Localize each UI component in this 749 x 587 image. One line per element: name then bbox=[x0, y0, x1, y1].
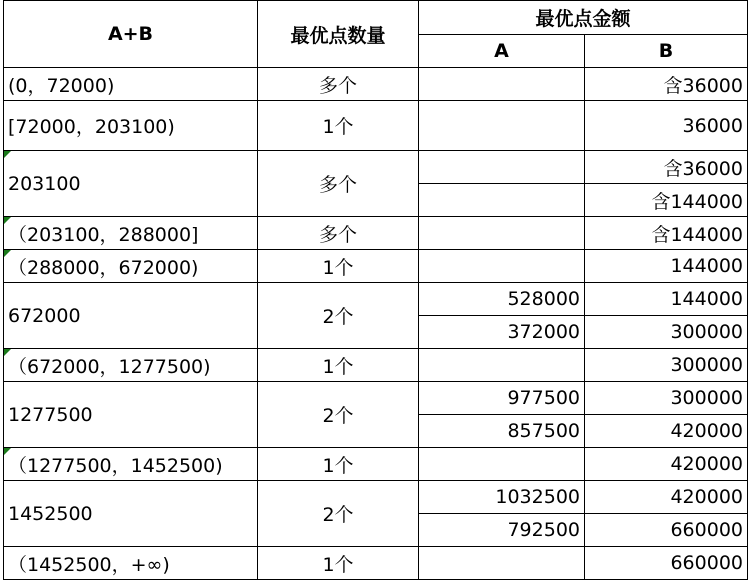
cell-range[interactable]: 1452500 bbox=[4, 481, 258, 547]
header-amount[interactable]: 最优点金额 bbox=[419, 1, 748, 35]
cell-amount-b[interactable]: 300000 bbox=[585, 316, 748, 349]
table-row bbox=[4, 382, 748, 415]
cell-amount-b[interactable]: 含36000 bbox=[585, 151, 748, 184]
table-row bbox=[4, 217, 748, 250]
cell-amount-a[interactable] bbox=[419, 349, 585, 382]
table-row bbox=[4, 101, 748, 151]
cell-count[interactable]: 1个 bbox=[258, 448, 419, 481]
table-row bbox=[4, 250, 748, 283]
cell-range[interactable]: （1452500，+∞) bbox=[4, 547, 258, 580]
cell-amount-a[interactable]: 528000 bbox=[419, 283, 585, 316]
cell-amount-b[interactable]: 300000 bbox=[585, 349, 748, 382]
cell-range[interactable]: （288000，672000) bbox=[4, 250, 258, 283]
cell-range[interactable]: [72000，203100) bbox=[4, 101, 258, 151]
cell-amount-a[interactable]: 792500 bbox=[419, 514, 585, 547]
cell-count[interactable]: 1个 bbox=[258, 349, 419, 382]
cell-range[interactable]: （672000，1277500) bbox=[4, 349, 258, 382]
cell-range[interactable]: （1277500，1452500) bbox=[4, 448, 258, 481]
cell-amount-b[interactable]: 420000 bbox=[585, 448, 748, 481]
cell-amount-b[interactable]: 36000 bbox=[585, 101, 748, 151]
cell-range[interactable]: 672000 bbox=[4, 283, 258, 349]
cell-count[interactable]: 2个 bbox=[258, 283, 419, 349]
cell-amount-b[interactable]: 含144000 bbox=[585, 217, 748, 250]
cell-amount-a[interactable] bbox=[419, 217, 585, 250]
header-count[interactable]: 最优点数量 bbox=[258, 1, 419, 68]
cell-amount-b[interactable]: 420000 bbox=[585, 481, 748, 514]
table-row bbox=[4, 151, 748, 184]
cell-count[interactable]: 1个 bbox=[258, 250, 419, 283]
cell-count[interactable]: 1个 bbox=[258, 547, 419, 580]
cell-amount-a[interactable] bbox=[419, 151, 585, 184]
cell-amount-a[interactable] bbox=[419, 250, 585, 283]
header-sum[interactable]: A+B bbox=[4, 1, 258, 68]
cell-range[interactable]: 203100 bbox=[4, 151, 258, 217]
cell-amount-b[interactable]: 420000 bbox=[585, 415, 748, 448]
cell-amount-b[interactable]: 660000 bbox=[585, 547, 748, 580]
cell-amount-a[interactable] bbox=[419, 68, 585, 101]
results-table bbox=[3, 0, 748, 580]
cell-amount-b[interactable]: 300000 bbox=[585, 382, 748, 415]
table-row bbox=[4, 448, 748, 481]
cell-count[interactable]: 2个 bbox=[258, 481, 419, 547]
table-row bbox=[4, 547, 748, 580]
cell-amount-a[interactable]: 1032500 bbox=[419, 481, 585, 514]
cell-count[interactable]: 2个 bbox=[258, 382, 419, 448]
header-row bbox=[4, 1, 748, 35]
header-a[interactable]: A bbox=[419, 35, 585, 68]
cell-amount-a[interactable] bbox=[419, 547, 585, 580]
cell-amount-a[interactable] bbox=[419, 448, 585, 481]
cell-range[interactable]: (0，72000) bbox=[4, 68, 258, 101]
cell-amount-a[interactable] bbox=[419, 101, 585, 151]
cell-count[interactable]: 多个 bbox=[258, 68, 419, 101]
cell-amount-a[interactable]: 977500 bbox=[419, 382, 585, 415]
cell-amount-b[interactable]: 660000 bbox=[585, 514, 748, 547]
table-row bbox=[4, 349, 748, 382]
table-row bbox=[4, 68, 748, 101]
header-b[interactable]: B bbox=[585, 35, 748, 68]
cell-amount-a[interactable] bbox=[419, 184, 585, 217]
table-row bbox=[4, 481, 748, 514]
cell-count[interactable]: 多个 bbox=[258, 151, 419, 217]
table-body bbox=[4, 1, 748, 580]
cell-amount-b[interactable]: 含144000 bbox=[585, 184, 748, 217]
table-row bbox=[4, 283, 748, 316]
cell-count[interactable]: 多个 bbox=[258, 217, 419, 250]
cell-count[interactable]: 1个 bbox=[258, 101, 419, 151]
cell-amount-b[interactable]: 144000 bbox=[585, 250, 748, 283]
cell-amount-a[interactable]: 372000 bbox=[419, 316, 585, 349]
cell-range[interactable]: 1277500 bbox=[4, 382, 258, 448]
cell-range[interactable]: （203100，288000] bbox=[4, 217, 258, 250]
cell-amount-b[interactable]: 含36000 bbox=[585, 68, 748, 101]
cell-amount-a[interactable]: 857500 bbox=[419, 415, 585, 448]
cell-amount-b[interactable]: 144000 bbox=[585, 283, 748, 316]
